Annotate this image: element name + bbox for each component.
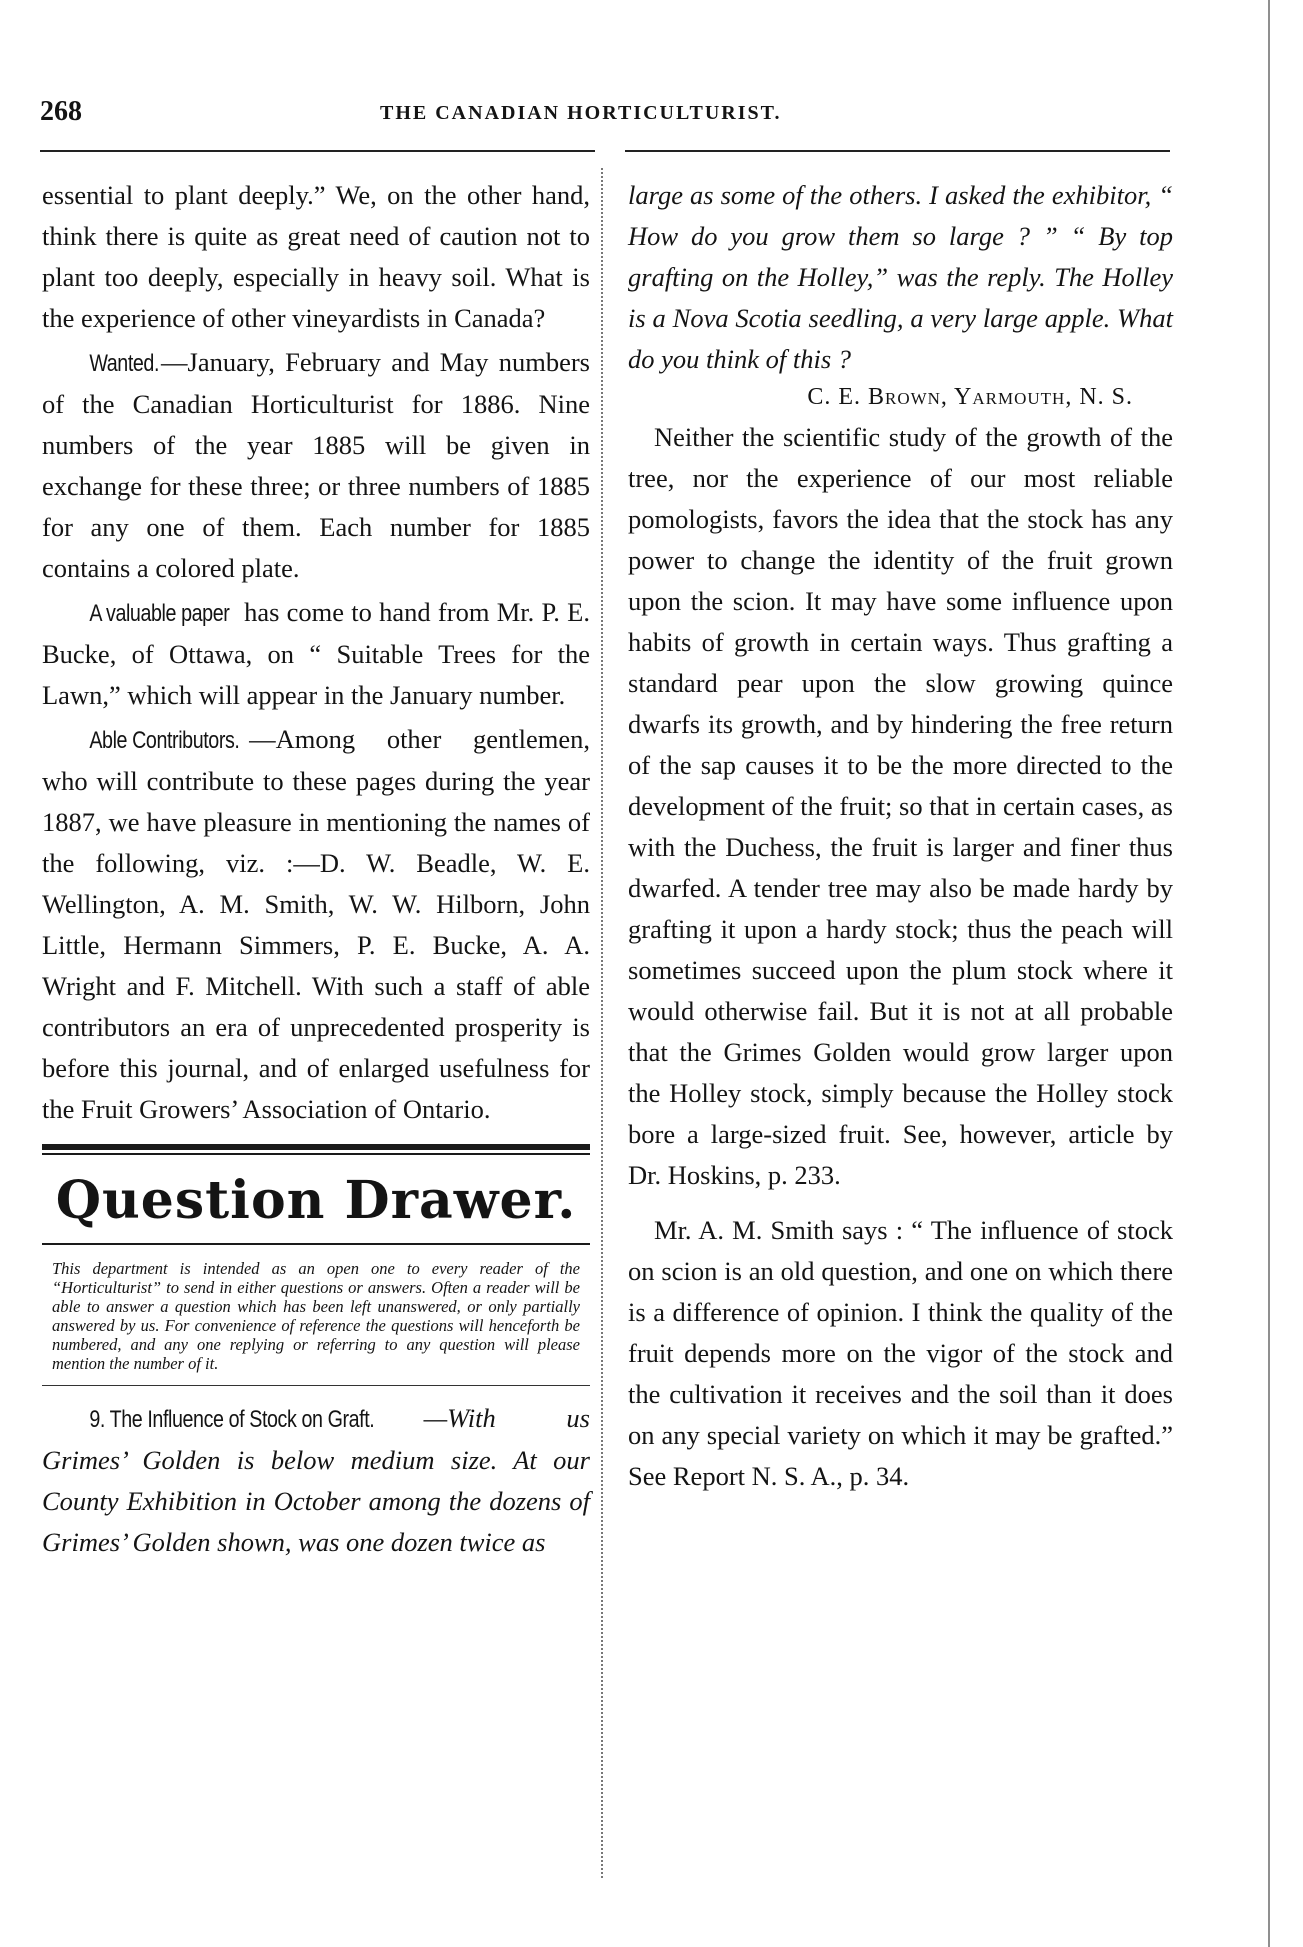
page-number: 268 xyxy=(40,96,82,127)
valuable-lead: A valuable paper xyxy=(89,600,230,627)
q9-text: —With us Grimes’ Golden is below medium size. At our County Exhibition in October among the dozens of Grimes’ Golden shown, was one dozen twice as xyxy=(42,1403,590,1557)
correspondent-signature: C. E. Brown, Yarmouth, N. S. xyxy=(807,384,1133,410)
left-column xyxy=(42,175,590,1563)
right-column xyxy=(628,175,1173,1497)
paragraph-q9-continued xyxy=(628,175,1173,380)
paragraph-smith: Mr. A. M. Smith says : “ The influence of stock on scion is an old question, and one on which there is a difference of opinion. I think the quality of the fruit depends more on the vigor of the stock and the cultivation it receives and the soil than it does on any special variety on which it may be grafted.” See Report N. S. A., p. 34. xyxy=(628,1215,1173,1491)
q9-cont-text: large as some of the others. I asked the exhibitor, “ How do you grow them so large ? ” “ By top grafting on the Holley,” was the reply. The Holley is a Nova Scotia seedling, a very large apple. What do you think of this ? xyxy=(628,180,1173,374)
paragraph-question-9 xyxy=(42,1398,590,1563)
section-rule-thick xyxy=(42,1144,590,1150)
question-drawer-note: This department is intended as an open one to every reader of the “Horticulturist” to send in either questions or answers. Often a reader will be able to answer a question which has been left unanswered, or only partially answered by us. For convenience of reference the questions will henceforth be numbered, and any one replying or referring to any question will please mention the number of it. xyxy=(52,1259,580,1373)
header-rule-left xyxy=(40,150,595,152)
page-header xyxy=(40,96,1170,136)
drawer-note-rule xyxy=(42,1385,590,1386)
wanted-text: —January, February and May numbers of the Canadian Horticulturist for 1886. Nine numbers of the year 1885 will be given in exchange for these three; or three numbers of 1885 for any one of them. Each number for 1885 contains a colored plate. xyxy=(42,347,590,583)
header-rule-right xyxy=(625,150,1170,152)
page-edge-line xyxy=(1268,0,1270,1947)
paragraph-contributors xyxy=(42,719,590,1130)
column-divider xyxy=(601,168,604,1878)
paragraph-vineyard: essential to plant deeply.” We, on the other hand, think there is quite as great need of caution not to plant too deeply, especially in heavy soil. What is the experience of other vineyardists in Canada? xyxy=(42,180,590,333)
contributors-text: —Among other gentlemen, who will contribute to these pages during the year 1887, we have pleasure in mentioning the names of the following, viz. :—D. W. Beadle, W. E. Wellington, A. M. Smith, W. W. Hilborn, John Little, Hermann Simmers, P. E. Bucke, A. A. Wright and F. Mitchell. With such a staff of able contributors an era of unprecedented prosperity is before this journal, and of enlarged usefulness for the Fruit Growers’ Association of Ontario. xyxy=(42,724,590,1124)
wanted-lead: Wanted. xyxy=(89,350,160,377)
paragraph-gap xyxy=(628,1196,1173,1210)
valuable-text: has come to hand from Mr. P. E. Bucke, of Ottawa, on “ Suitable Trees for the Lawn,” which will appear in the January number. xyxy=(42,597,590,710)
running-head: THE CANADIAN HORTICULTURIST. xyxy=(380,102,782,124)
section-rule-thin xyxy=(42,1153,590,1155)
paragraph-wanted xyxy=(42,342,590,589)
question-drawer-title: Question Drawer. xyxy=(55,1170,577,1231)
paragraph-answer: Neither the scientific study of the growth of the tree, nor the experience of our most reliable pomologists, favors the idea that the stock has any power to change the identity of the fruit grown upon the scion. It may have some influence upon habits of growth in certain ways. Thus grafting a standard pear upon the slow growing quince dwarfs its growth, and by hindering the free return of the sap causes it to be the more directed to the development of the fruit; so that in certain cases, as with the Duchess, the fruit is larger and finer thus dwarfed. A tender tree may also be made hardy by grafting it upon a hardy stock; thus the peach will sometimes succeed upon the plum stock where it would otherwise fail. But it is not at all probable that the Grimes Golden would grow larger upon the Holley stock, simply because the Holley stock bore a large-sized fruit. See, however, article by Dr. Hoskins, p. 233. xyxy=(628,422,1173,1190)
paragraph-valuable-paper xyxy=(42,592,590,716)
q9-lead: 9. The Influence of Stock on Graft. xyxy=(89,1406,375,1433)
contributors-lead: Able Contributors. xyxy=(89,727,240,754)
